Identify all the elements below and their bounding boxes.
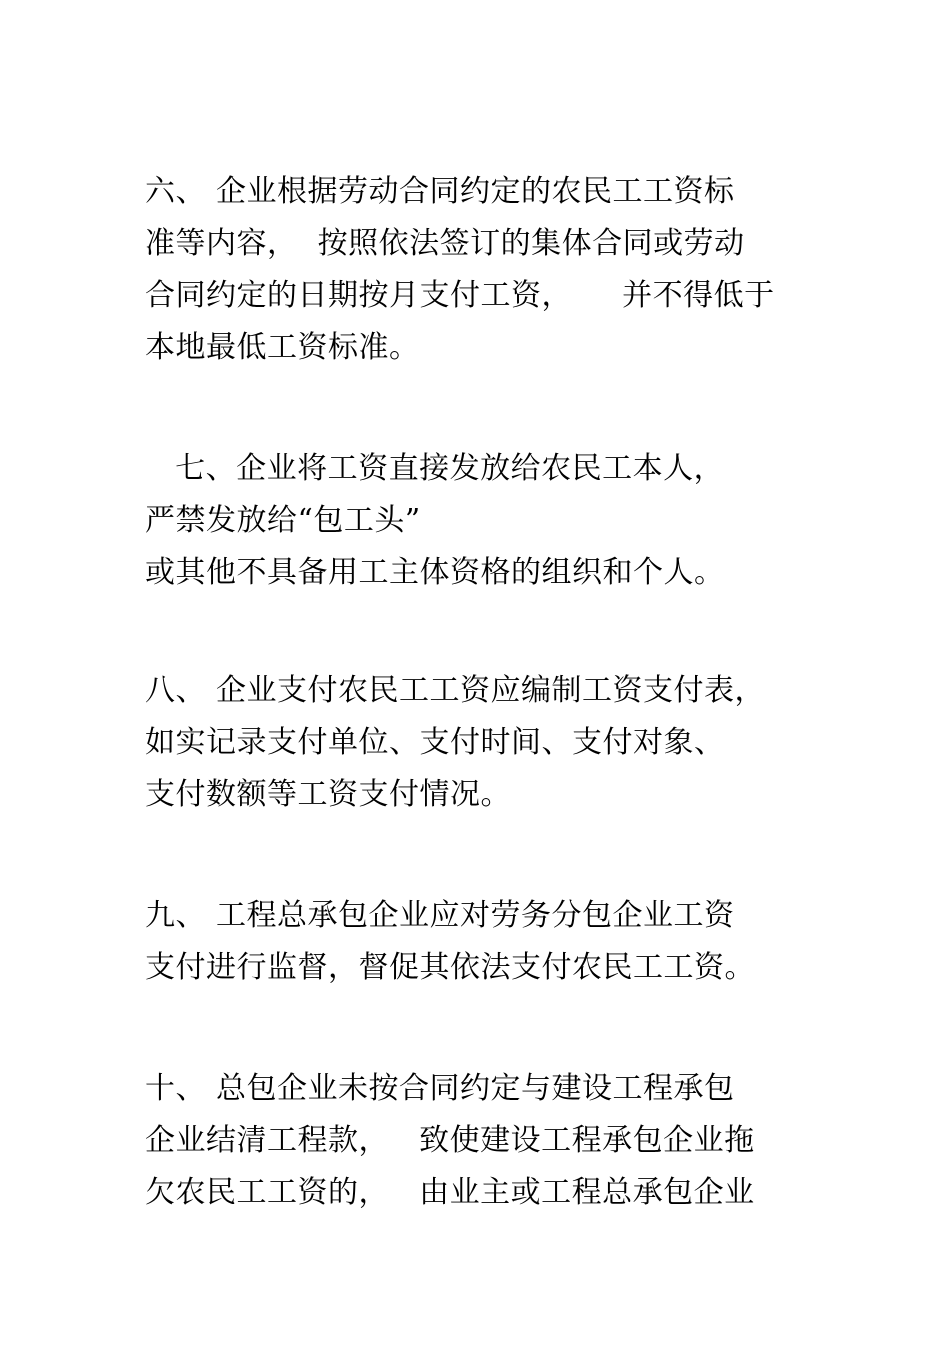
paragraph-line: 六、 企业根据劳动合同约定的农民工工资标 <box>145 174 735 209</box>
paragraph-7 <box>145 443 825 599</box>
paragraph-line: 支付数额等工资支付情况。 <box>145 777 511 812</box>
paragraph-line: 或其他不具备用工主体资格的组织和个人。 <box>145 555 725 590</box>
paragraph-line: 欠农民工工资的， 由业主或工程总承包企业 <box>145 1175 755 1210</box>
paragraph-6 <box>145 166 825 374</box>
paragraph-line: 九、 工程总承包企业应对劳务分包企业工资 <box>145 898 735 933</box>
paragraph-line: 支付进行监督，督促其依法支付农民工工资。 <box>145 950 755 985</box>
paragraph-line: 本地最低工资标准。 <box>145 330 420 365</box>
paragraph-line: 企业结清工程款， 致使建设工程承包企业拖 <box>145 1123 755 1158</box>
paragraph-line: 七、企业将工资直接发放给农民工本人， <box>145 451 725 486</box>
paragraph-line: 合同约定的日期按月支付工资， 并不得低于 <box>145 278 775 313</box>
paragraph-line: 准等内容， 按照依法签订的集体合同或劳动 <box>145 226 745 261</box>
paragraph-10 <box>145 1063 825 1219</box>
paragraph-line: 十、 总包企业未按合同约定与建设工程承包 <box>145 1071 735 1106</box>
paragraph-line: 如实记录支付单位、支付时间、支付对象、 <box>145 725 725 760</box>
paragraph-line: 严禁发放给“包工头” <box>145 503 421 538</box>
paragraph-8 <box>145 665 825 821</box>
paragraph-9 <box>145 890 825 994</box>
paragraph-line: 八、 企业支付农民工工资应编制工资支付表， <box>145 673 766 708</box>
